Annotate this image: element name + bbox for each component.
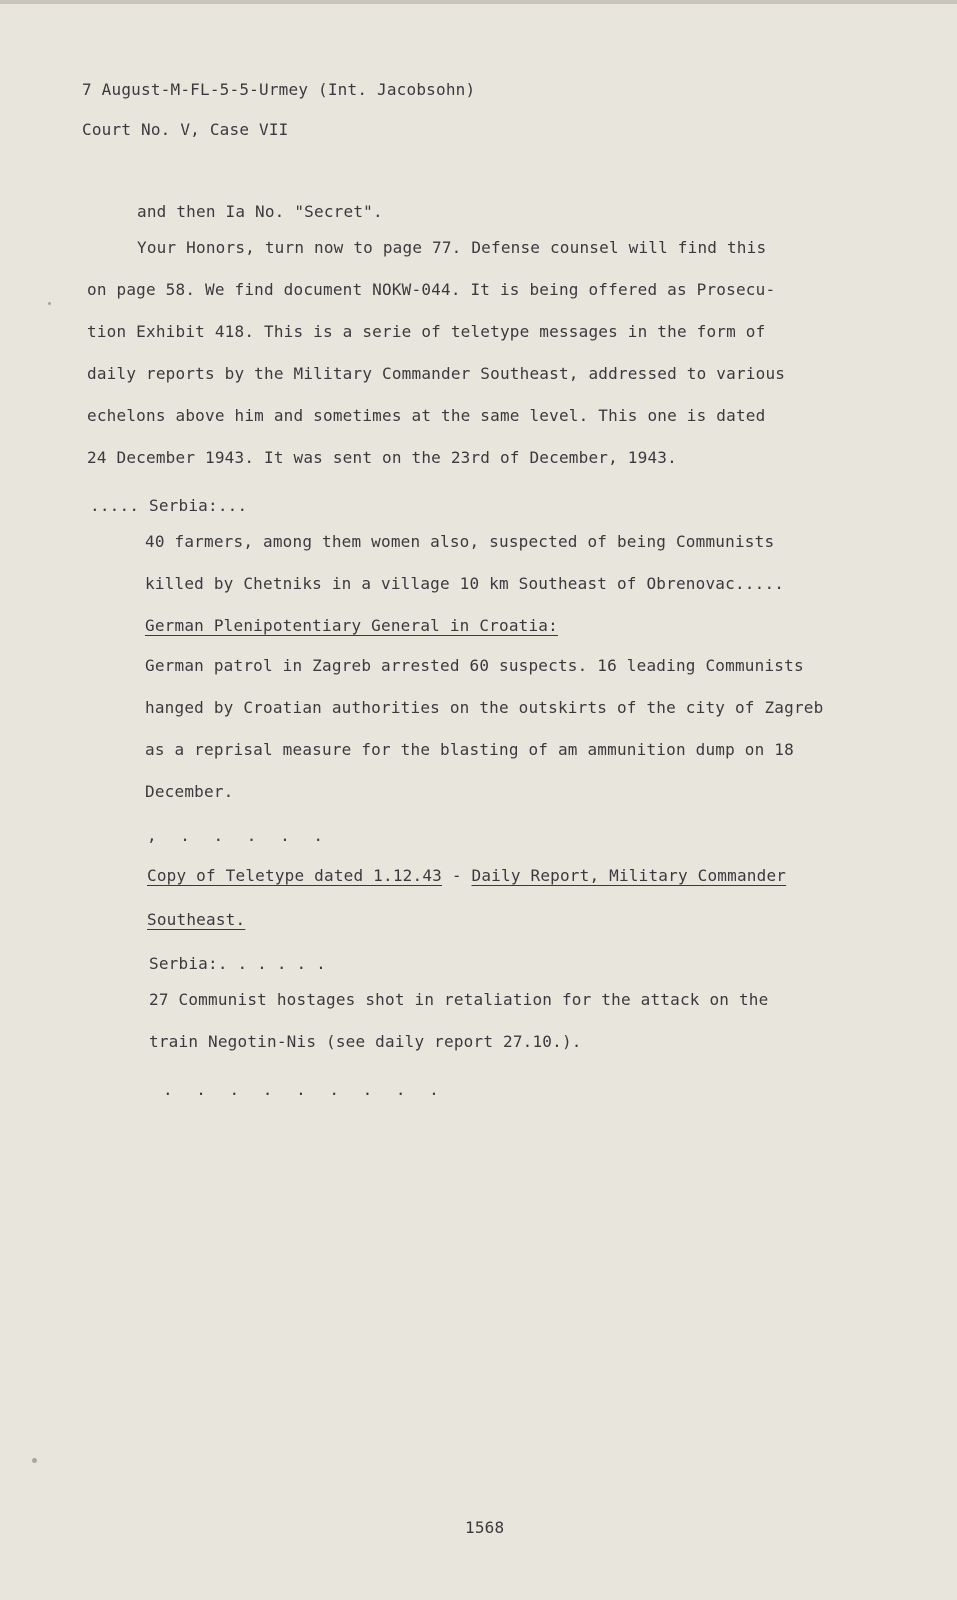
report-line: train Negotin-Nis (see daily report 27.10.). bbox=[149, 1032, 582, 1051]
report-line: December. bbox=[145, 782, 234, 801]
paragraph-line: echelons above him and sometimes at the same level. This one is dated bbox=[87, 406, 766, 425]
paper-speck bbox=[48, 302, 51, 305]
report-line: killed by Chetniks in a village 10 km Southeast of Obrenovac..... bbox=[145, 574, 785, 593]
paragraph-line: Your Honors, turn now to page 77. Defense counsel will find this bbox=[137, 238, 767, 257]
paragraph-line: tion Exhibit 418. This is a serie of teletype messages in the form of bbox=[87, 322, 766, 341]
report-line: German patrol in Zagreb arrested 60 suspects. 16 leading Communists bbox=[145, 656, 804, 675]
copy-heading-line bbox=[147, 866, 786, 885]
paragraph-line: 24 December 1943. It was sent on the 23rd of December, 1943. bbox=[87, 448, 677, 467]
ellipsis-dots: , . . . . . bbox=[147, 826, 330, 845]
ellipsis-dots: . . . . . . . . . bbox=[163, 1080, 446, 1099]
header-line-2: Court No. V, Case VII bbox=[82, 120, 289, 139]
paragraph-line: on page 58. We find document NOKW-044. It is being offered as Prosecu- bbox=[87, 280, 776, 299]
report-line: as a reprisal measure for the blasting of am ammunition dump on 18 bbox=[145, 740, 794, 759]
paper-speck bbox=[32, 1458, 37, 1463]
page-top-edge bbox=[0, 0, 957, 4]
copy-teletype-date: Copy of Teletype dated 1.12.43 bbox=[147, 866, 442, 885]
report-line: 40 farmers, among them women also, suspected of being Communists bbox=[145, 532, 775, 551]
header-line-1: 7 August-M-FL-5-5-Urmey (Int. Jacobsohn) bbox=[82, 80, 476, 99]
page-number: 1568 bbox=[465, 1518, 505, 1537]
serbia-section-label: ..... Serbia:... bbox=[90, 496, 248, 515]
paragraph-intro: and then Ia No. "Secret". bbox=[137, 202, 383, 221]
croatia-heading: German Plenipotentiary General in Croatia: bbox=[145, 616, 558, 635]
copy-heading-line-2: Southeast. bbox=[147, 910, 246, 929]
serbia-section-label: Serbia:. . . . . . bbox=[149, 954, 326, 973]
report-line: 27 Communist hostages shot in retaliation for the attack on the bbox=[149, 990, 769, 1009]
report-line: hanged by Croatian authorities on the outskirts of the city of Zagreb bbox=[145, 698, 824, 717]
copy-report-title: Daily Report, Military Commander bbox=[471, 866, 787, 885]
paragraph-line: daily reports by the Military Commander Southeast, addressed to various bbox=[87, 364, 786, 383]
copy-separator: - bbox=[441, 866, 472, 885]
